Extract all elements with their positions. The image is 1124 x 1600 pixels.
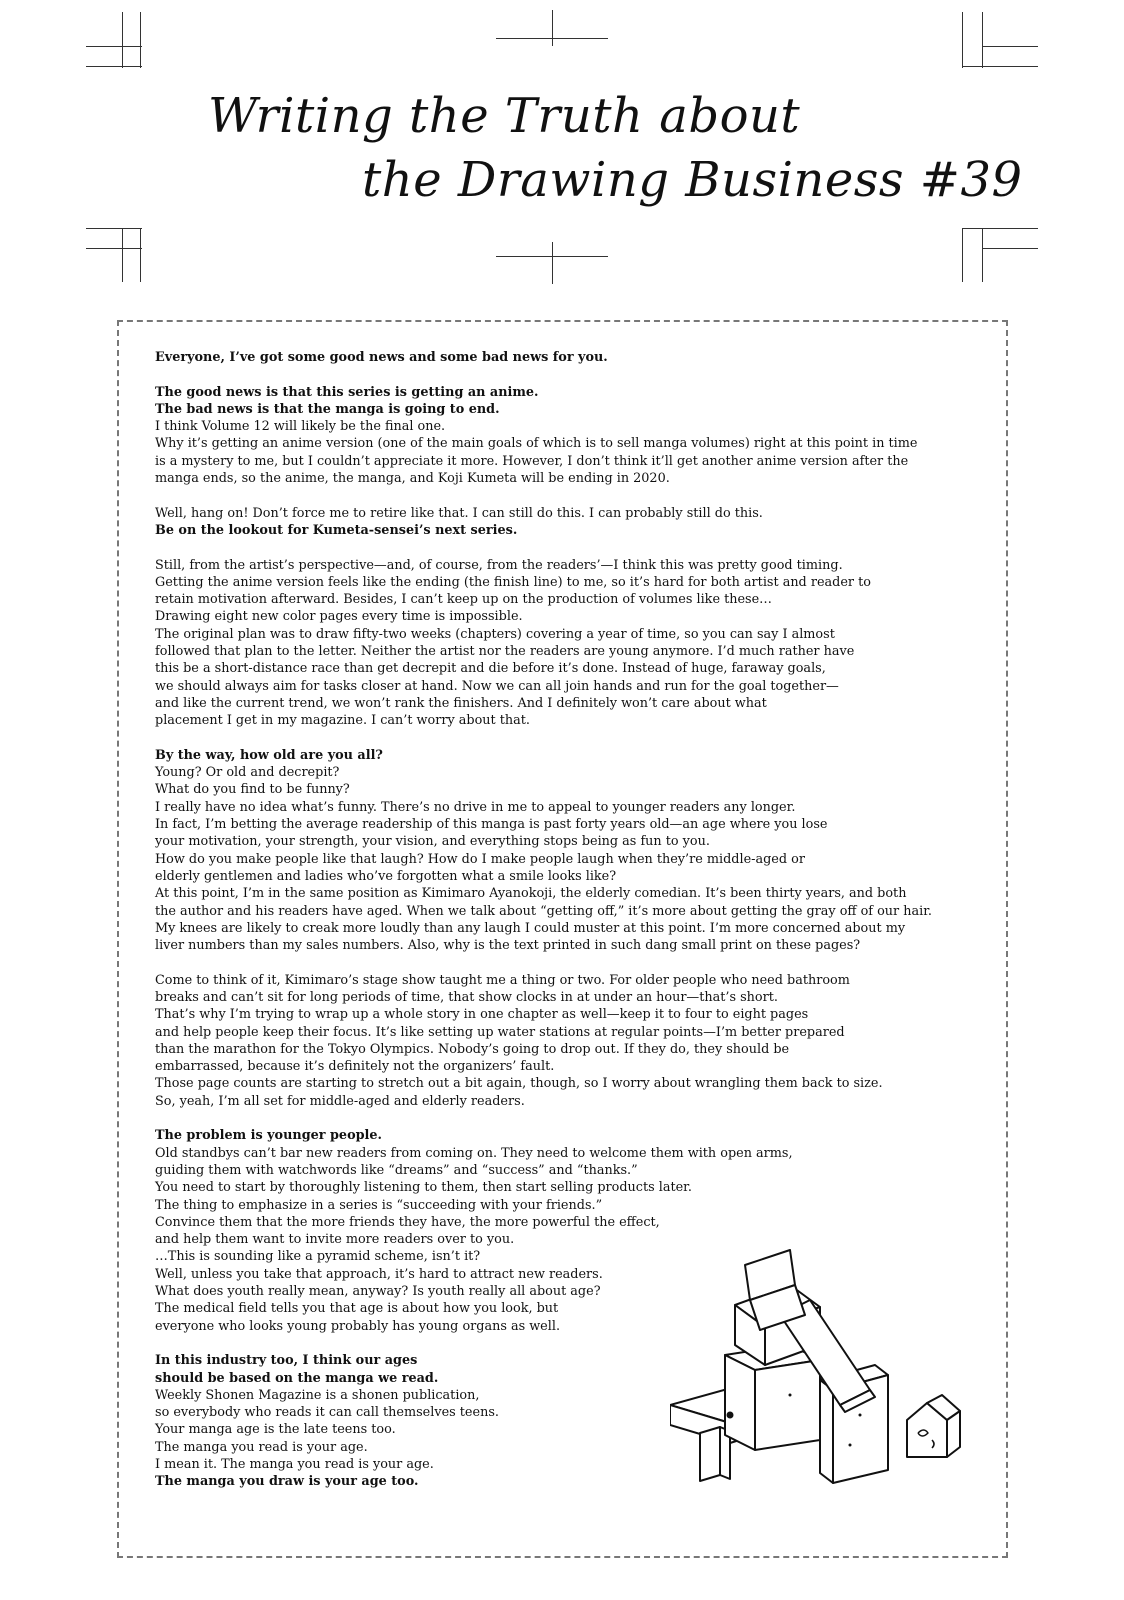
text-line: What does youth really mean, anyway? Is youth really all about age? bbox=[155, 1284, 601, 1300]
crop-mark bbox=[86, 66, 142, 67]
text-line: breaks and can’t sit for long periods of time, that show clocks in at under an hour—that’s short. bbox=[155, 989, 778, 1005]
crop-mark bbox=[140, 12, 141, 68]
text-line: The original plan was to draw fifty-two weeks (chapters) covering a year of time, so you can say I almost bbox=[155, 626, 835, 642]
crop-mark bbox=[140, 228, 141, 282]
text-line: The good news is that this series is getting an anime. bbox=[155, 384, 539, 400]
text-line: Old standbys can’t bar new readers from coming on. They need to welcome them with open arms, bbox=[155, 1145, 793, 1161]
text-line: manga ends, so the anime, the manga, and Koji Kumeta will be ending in 2020. bbox=[155, 471, 670, 487]
text-line: So, yeah, I’m all set for middle-aged and elderly readers. bbox=[155, 1093, 525, 1109]
text-line: liver numbers than my sales numbers. Also, why is the text printed in such dang small print on these pages? bbox=[155, 938, 861, 954]
text-line: The bad news is that the manga is going to end. bbox=[155, 401, 500, 417]
text-line: I really have no idea what’s funny. There’s no drive in me to appeal to younger readers any longer. bbox=[155, 799, 796, 815]
text-line: and help them want to invite more readers over to you. bbox=[155, 1232, 515, 1248]
text-line: Come to think of it, Kimimaro’s stage show taught me a thing or two. For older people who need bathroom bbox=[155, 972, 850, 988]
text-line: The manga you read is your age. bbox=[155, 1439, 368, 1455]
text-line: In this industry too, I think our ages bbox=[155, 1353, 418, 1369]
text-line: My knees are likely to creak more loudly than any laugh I could muster at this point. I’m more concerned about my bbox=[155, 920, 906, 936]
text-line: I think Volume 12 will likely be the final one. bbox=[155, 419, 446, 435]
text-line: Weekly Shonen Magazine is a shonen publication, bbox=[155, 1387, 480, 1403]
text-line: Young? Or old and decrepit? bbox=[155, 765, 340, 781]
page-title-line-2: the Drawing Business #39 bbox=[362, 152, 1023, 208]
crop-mark bbox=[122, 12, 123, 68]
text-line: this be a short-distance race than get decrepit and die before it’s done. Instead of huge, faraway goals, bbox=[155, 661, 826, 677]
text-line: By the way, how old are you all? bbox=[155, 747, 383, 763]
text-line: What do you find to be funny? bbox=[155, 782, 350, 798]
text-line: Those page counts are starting to stretch out a bit again, though, so I worry about wrangling them back to size. bbox=[155, 1076, 883, 1092]
crop-mark bbox=[962, 228, 1038, 229]
text-line: and help people keep their focus. It’s like setting up water stations at regular points—I’m better prepared bbox=[155, 1024, 845, 1040]
text-line: The medical field tells you that age is about how you look, but bbox=[155, 1301, 559, 1317]
text-line: I mean it. The manga you read is your age. bbox=[155, 1457, 434, 1472]
paragraph bbox=[155, 384, 985, 488]
crop-mark bbox=[86, 228, 142, 229]
text-line: Well, unless you take that approach, it’s hard to attract new readers. bbox=[155, 1266, 603, 1282]
paragraph bbox=[155, 972, 985, 1110]
crop-mark bbox=[552, 242, 553, 284]
text-line: Drawing eight new color pages every time is impossible. bbox=[155, 609, 523, 625]
text-line: Still, from the artist’s perspective—and, of course, from the readers’—I think this was pretty good timing. bbox=[155, 557, 843, 573]
crop-mark bbox=[86, 248, 142, 249]
text-line: …This is sounding like a pyramid scheme, isn’t it? bbox=[155, 1249, 481, 1265]
text-line: How do you make people like that laugh? How do I make people laugh when they’re middle-aged or bbox=[155, 851, 805, 867]
text-line: the author and his readers have aged. When we talk about “getting off,” it’s more about getting the gray off of our hair. bbox=[155, 903, 932, 919]
text-line: Be on the lookout for Kumeta-sensei’s next series. bbox=[155, 522, 518, 538]
crop-mark bbox=[982, 46, 1038, 47]
text-line: Your manga age is the late teens too. bbox=[155, 1422, 396, 1438]
text-line: Well, hang on! Don’t force me to retire like that. I can still do this. I can probably still do this. bbox=[155, 505, 763, 521]
text-line: The thing to emphasize in a series is “succeeding with your friends.” bbox=[155, 1197, 603, 1213]
text-line: your motivation, your strength, your vision, and everything stops being as fun to you. bbox=[155, 834, 710, 850]
paragraph bbox=[155, 557, 985, 730]
crop-mark bbox=[552, 10, 553, 46]
crop-mark bbox=[962, 228, 963, 282]
stacked-boxes-illustration bbox=[670, 1245, 980, 1495]
text-line: Why it’s getting an anime version (one of the main goals of which is to sell manga volumes) right at this point in time bbox=[155, 436, 918, 452]
text-line: You need to start by thoroughly listening to them, then start selling products later. bbox=[155, 1180, 692, 1196]
text-line: we should always aim for tasks closer at hand. Now we can all join hands and run for the goal together— bbox=[155, 678, 839, 694]
text-line: elderly gentlemen and ladies who’ve forgotten what a smile looks like? bbox=[155, 868, 617, 884]
text-line: The problem is younger people. bbox=[155, 1128, 383, 1144]
text-line: In fact, I’m betting the average readership of this manga is past forty years old—an age where you lose bbox=[155, 817, 828, 833]
text-line: so everybody who reads it can call themselves teens. bbox=[155, 1405, 499, 1421]
text-line: everyone who looks young probably has young organs as well. bbox=[155, 1318, 561, 1334]
text-line: Convince them that the more friends they have, the more powerful the effect, bbox=[155, 1214, 660, 1230]
crop-mark bbox=[982, 12, 983, 68]
text-line: embarrassed, because it’s definitely not the organizers’ fault. bbox=[155, 1059, 555, 1075]
text-line: Getting the anime version feels like the ending (the finish line) to me, so it’s hard for both artist and reader to bbox=[155, 574, 871, 590]
text-line: should be based on the manga we read. bbox=[155, 1370, 439, 1386]
crop-mark bbox=[962, 66, 1038, 67]
text-line: placement I get in my magazine. I can’t worry about that. bbox=[155, 713, 530, 729]
text-line: is a mystery to me, but I couldn’t appreciate it more. However, I don’t think it’ll get another anime version after the bbox=[155, 453, 909, 469]
text-line: than the marathon for the Tokyo Olympics. Nobody’s going to drop out. If they do, they should be bbox=[155, 1041, 790, 1057]
text-line: Everyone, I’ve got some good news and some bad news for you. bbox=[155, 350, 608, 365]
paragraph bbox=[155, 747, 985, 955]
text-line: and like the current trend, we won’t rank the finishers. And I definitely won’t care about what bbox=[155, 695, 767, 711]
paragraph bbox=[155, 505, 985, 540]
text-line: The manga you draw is your age too. bbox=[155, 1474, 419, 1490]
crop-mark bbox=[962, 12, 963, 68]
paragraph bbox=[155, 349, 985, 366]
crop-mark bbox=[122, 228, 123, 282]
crop-mark bbox=[86, 46, 142, 47]
page-title-line-1: Writing the Truth about bbox=[208, 88, 801, 144]
text-line: That’s why I’m trying to wrap up a whole story in one chapter as well—keep it to four to eight pages bbox=[155, 1007, 809, 1023]
text-line: followed that plan to the letter. Neither the artist nor the readers are young anymore. I’d much rather have bbox=[155, 644, 855, 660]
text-line: retain motivation afterward. Besides, I can’t keep up on the production of volumes like these… bbox=[155, 592, 772, 608]
crop-mark bbox=[982, 228, 983, 282]
text-line: At this point, I’m in the same position as Kimimaro Ayanokoji, the elderly comedian. It’s been thirty years, and both bbox=[155, 886, 907, 902]
crop-mark bbox=[982, 248, 1038, 249]
text-line: guiding them with watchwords like “dreams” and “success” and “thanks.” bbox=[155, 1162, 638, 1178]
